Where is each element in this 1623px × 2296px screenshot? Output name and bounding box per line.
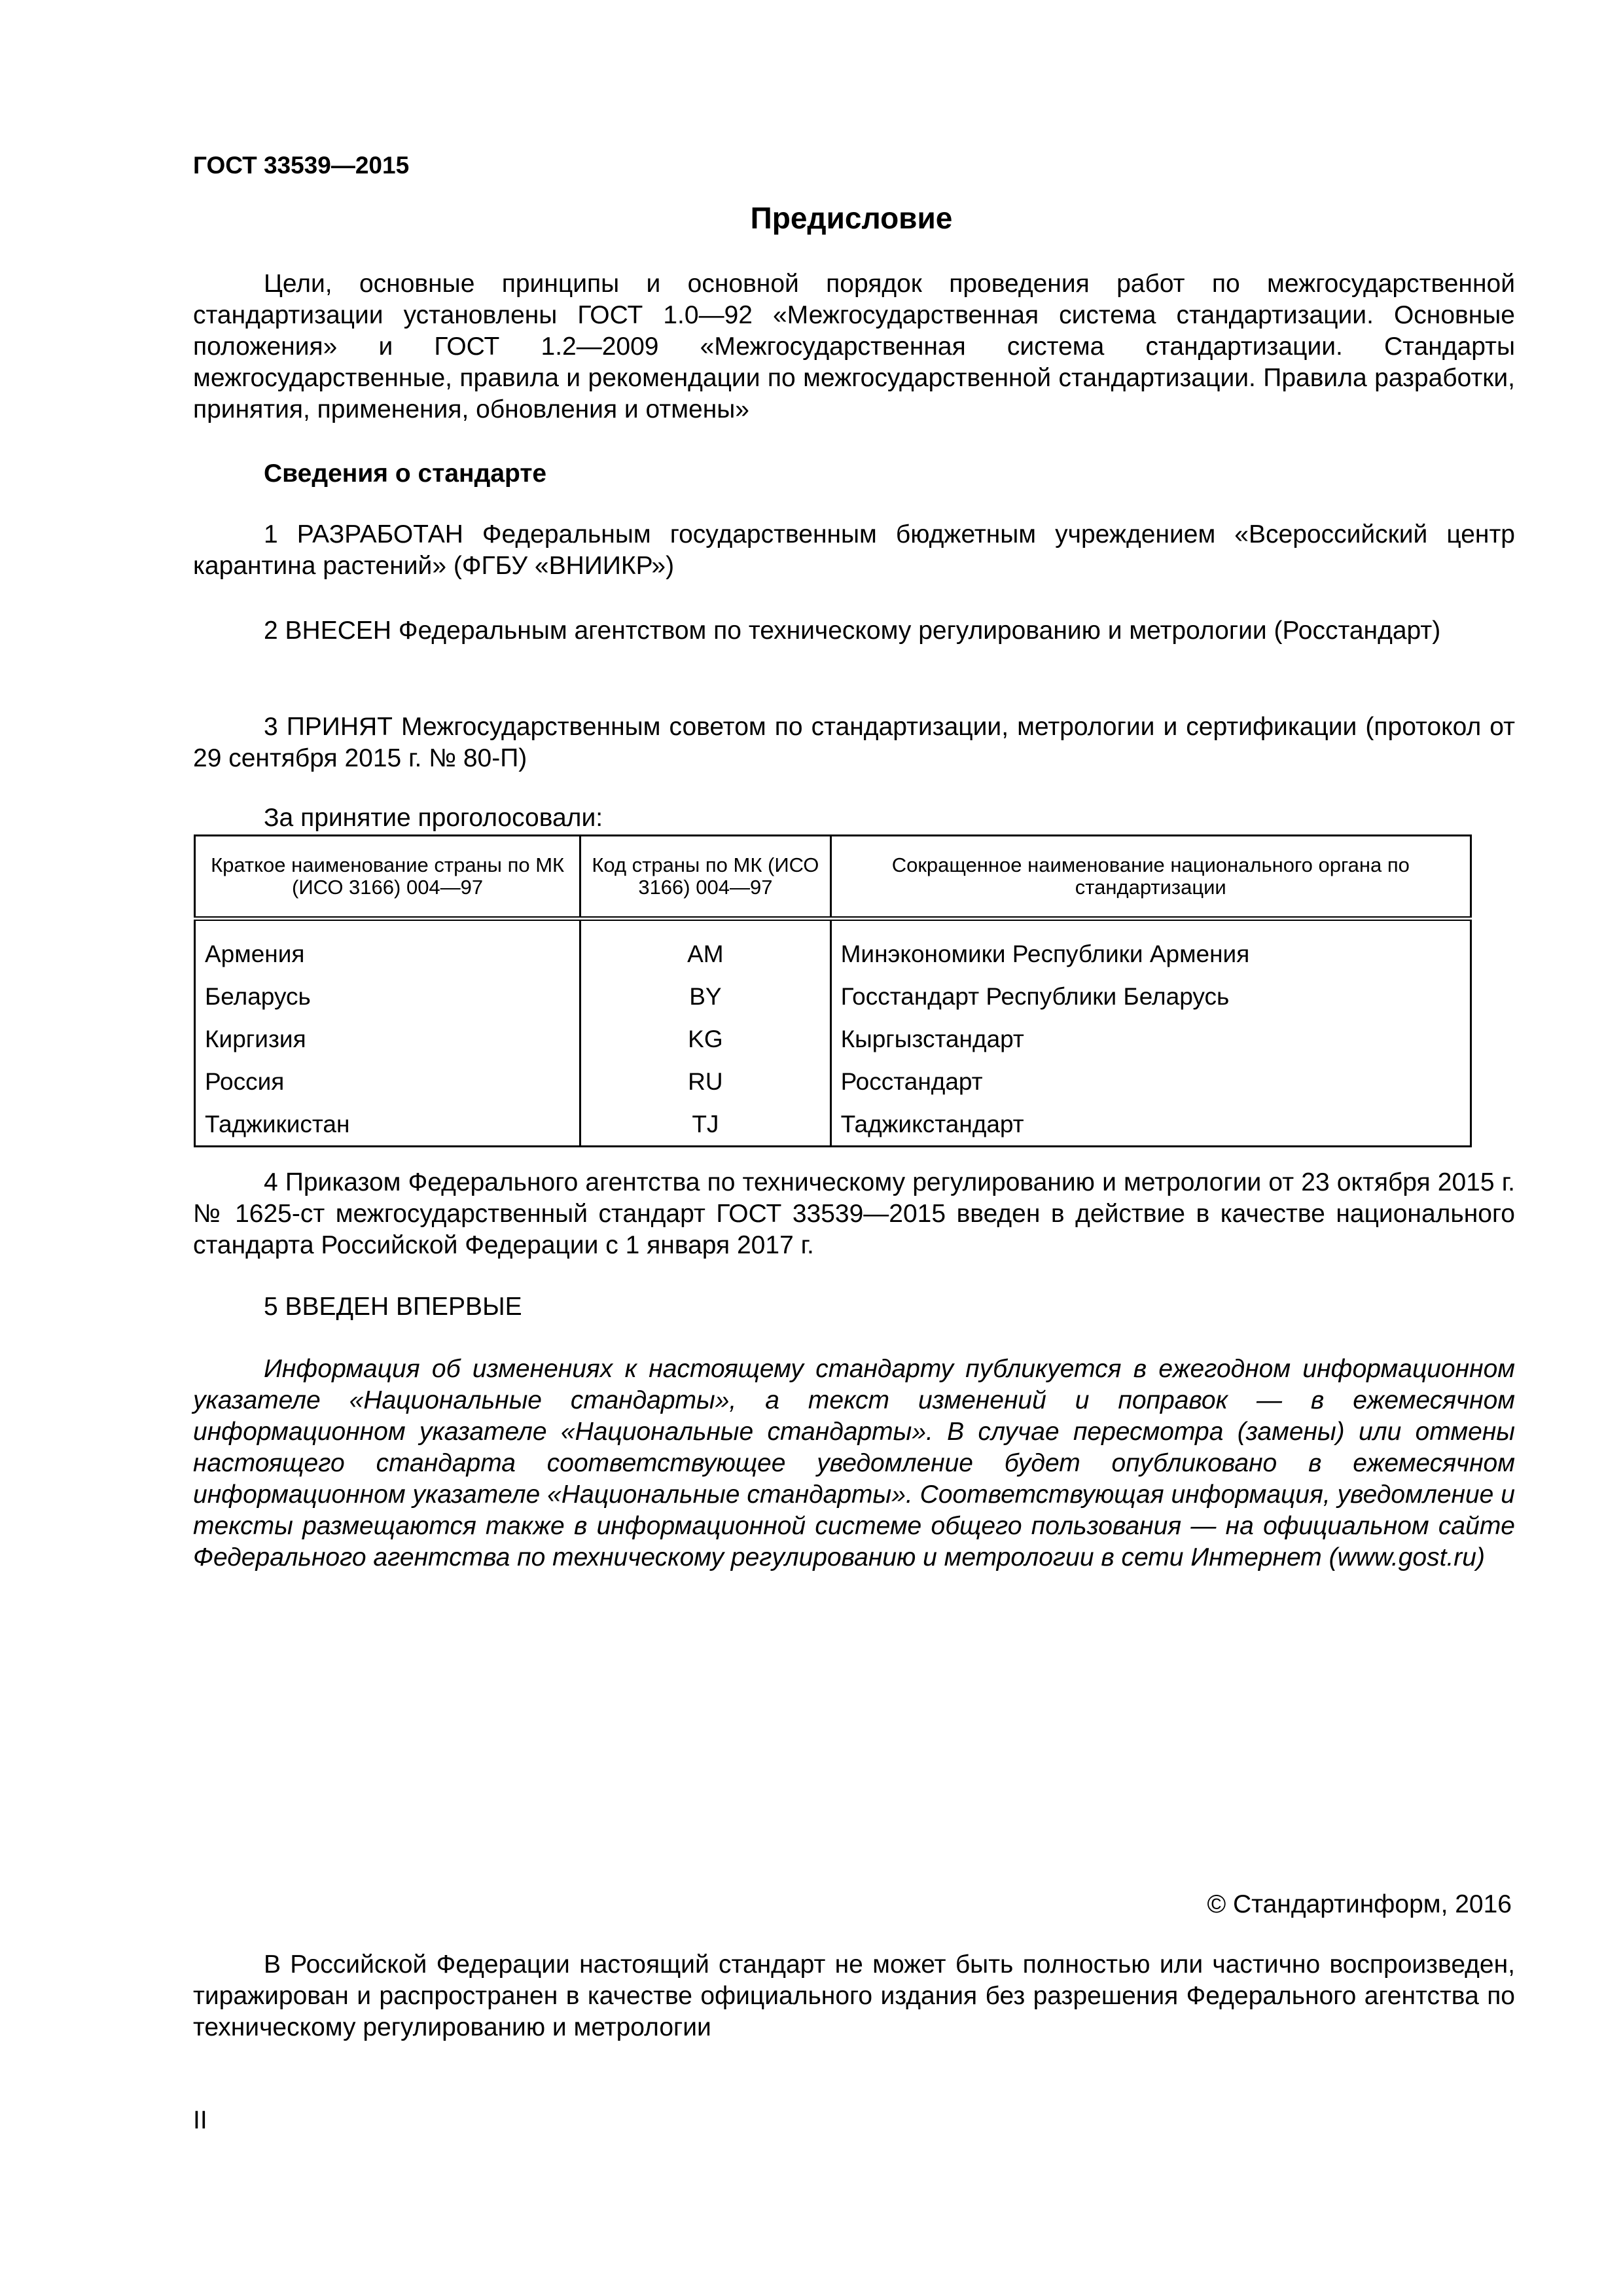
document-code: ГОСТ 33539—2015 [193,152,410,179]
item-first-intro: 5 ВВЕДЕН ВПЕРВЫЕ [264,1293,522,1321]
country-cell: Армения [195,919,580,976]
voting-table [194,834,1472,1147]
body-cell: Госстандарт Республики Беларусь [830,975,1471,1018]
intro-paragraph: Цели, основные принципы и основной порядок проведения работ по межгосударственной стандартизации установлены ГОСТ 1.0—92 «Межгосударственная система стандартизации. Основные положения» и ГОСТ 1.2—2009 «Межгосударственная система стандартизации. Стандарты межгосударственные, правила и рекомендации по межгосударственной стандартизации. Правила разработки, принятия, применения, обновления и отмены» [193,270,1515,423]
country-cell: Таджикистан [195,1103,580,1147]
body-cell: Минэкономики Республики Армения [830,919,1471,976]
body-cell: Росстандарт [830,1060,1471,1103]
country-cell: Беларусь [195,975,580,1018]
page-title: Предисловие [750,201,953,235]
code-cell: BY [580,975,830,1018]
code-cell: KG [580,1018,830,1060]
changes-info-paragraph: Информация об изменениях к настоящему стандарту публикуется в ежегодном информационном указателе «Национальные стандарты», а текст изменений и поправок — в ежемесячном информационном указателе «Национальные стандарты». В случае пересмотра (замены) или отмены настоящего стандарта соответствующее уведомление будет опубликовано в ежемесячном информационном указателе «Национальные стандарты». Соответствующая информация, уведомление и тексты размещаются также в информационной системе общего пользования — на официальном сайте Федерального агентства по техническому регулированию и метрологии в сети Интернет (www.gost.ru) [193,1355,1515,1571]
rights-notice: В Российской Федерации настоящий стандарт не может быть полностью или частично воспроизведен, тиражирован и распространен в качестве официального издания без разрешения Федерального агентства по техническому регулированию и метрологии [193,1950,1515,2041]
table-header-body: Сокращенное наименование национального органа по стандартизации [830,836,1471,919]
code-cell: RU [580,1060,830,1103]
table-header-country: Краткое наименование страны по МК (ИСО 3166) 004—97 [195,836,580,919]
item-order: 4 Приказом Федерального агентства по техническому регулированию и метрологии от 23 октября 2015 г. № 1625-ст межгосударственный стандарт ГОСТ 33539—2015 введен в действие в качестве национального стандарта Российской Федерации с 1 января 2017 г. [193,1168,1515,1259]
country-cell: Россия [195,1060,580,1103]
code-cell: AM [580,919,830,976]
table-header-code: Код страны по МК (ИСО 3166) 004—97 [580,836,830,919]
country-cell: Киргизия [195,1018,580,1060]
code-cell: TJ [580,1103,830,1147]
page-number: II [193,2106,207,2134]
table-row [195,1060,1471,1103]
table-row [195,1018,1471,1060]
item-adopted: 3 ПРИНЯТ Межгосударственным советом по стандартизации, метрологии и сертификации (протокол от 29 сентября 2015 г. № 80-П) [193,713,1515,772]
table-row [195,975,1471,1018]
body-cell: Таджикстандарт [830,1103,1471,1147]
voted-label: За принятие проголосовали: [264,804,603,832]
item-developed: 1 РАЗРАБОТАН Федеральным государственным бюджетным учреждением «Всероссийский центр карантина растений» (ФГБУ «ВНИИКР») [193,520,1515,580]
table-row [195,1103,1471,1147]
info-heading: Сведения о стандарте [264,459,547,488]
body-cell: Кыргызстандарт [830,1018,1471,1060]
table-row [195,919,1471,976]
item-submitted: 2 ВНЕСЕН Федеральным агентством по техническому регулированию и метрологии (Росстандарт) [264,617,1441,645]
table-header-row [195,836,1471,919]
copyright-notice: © Стандартинформ, 2016 [1207,1890,1512,1918]
